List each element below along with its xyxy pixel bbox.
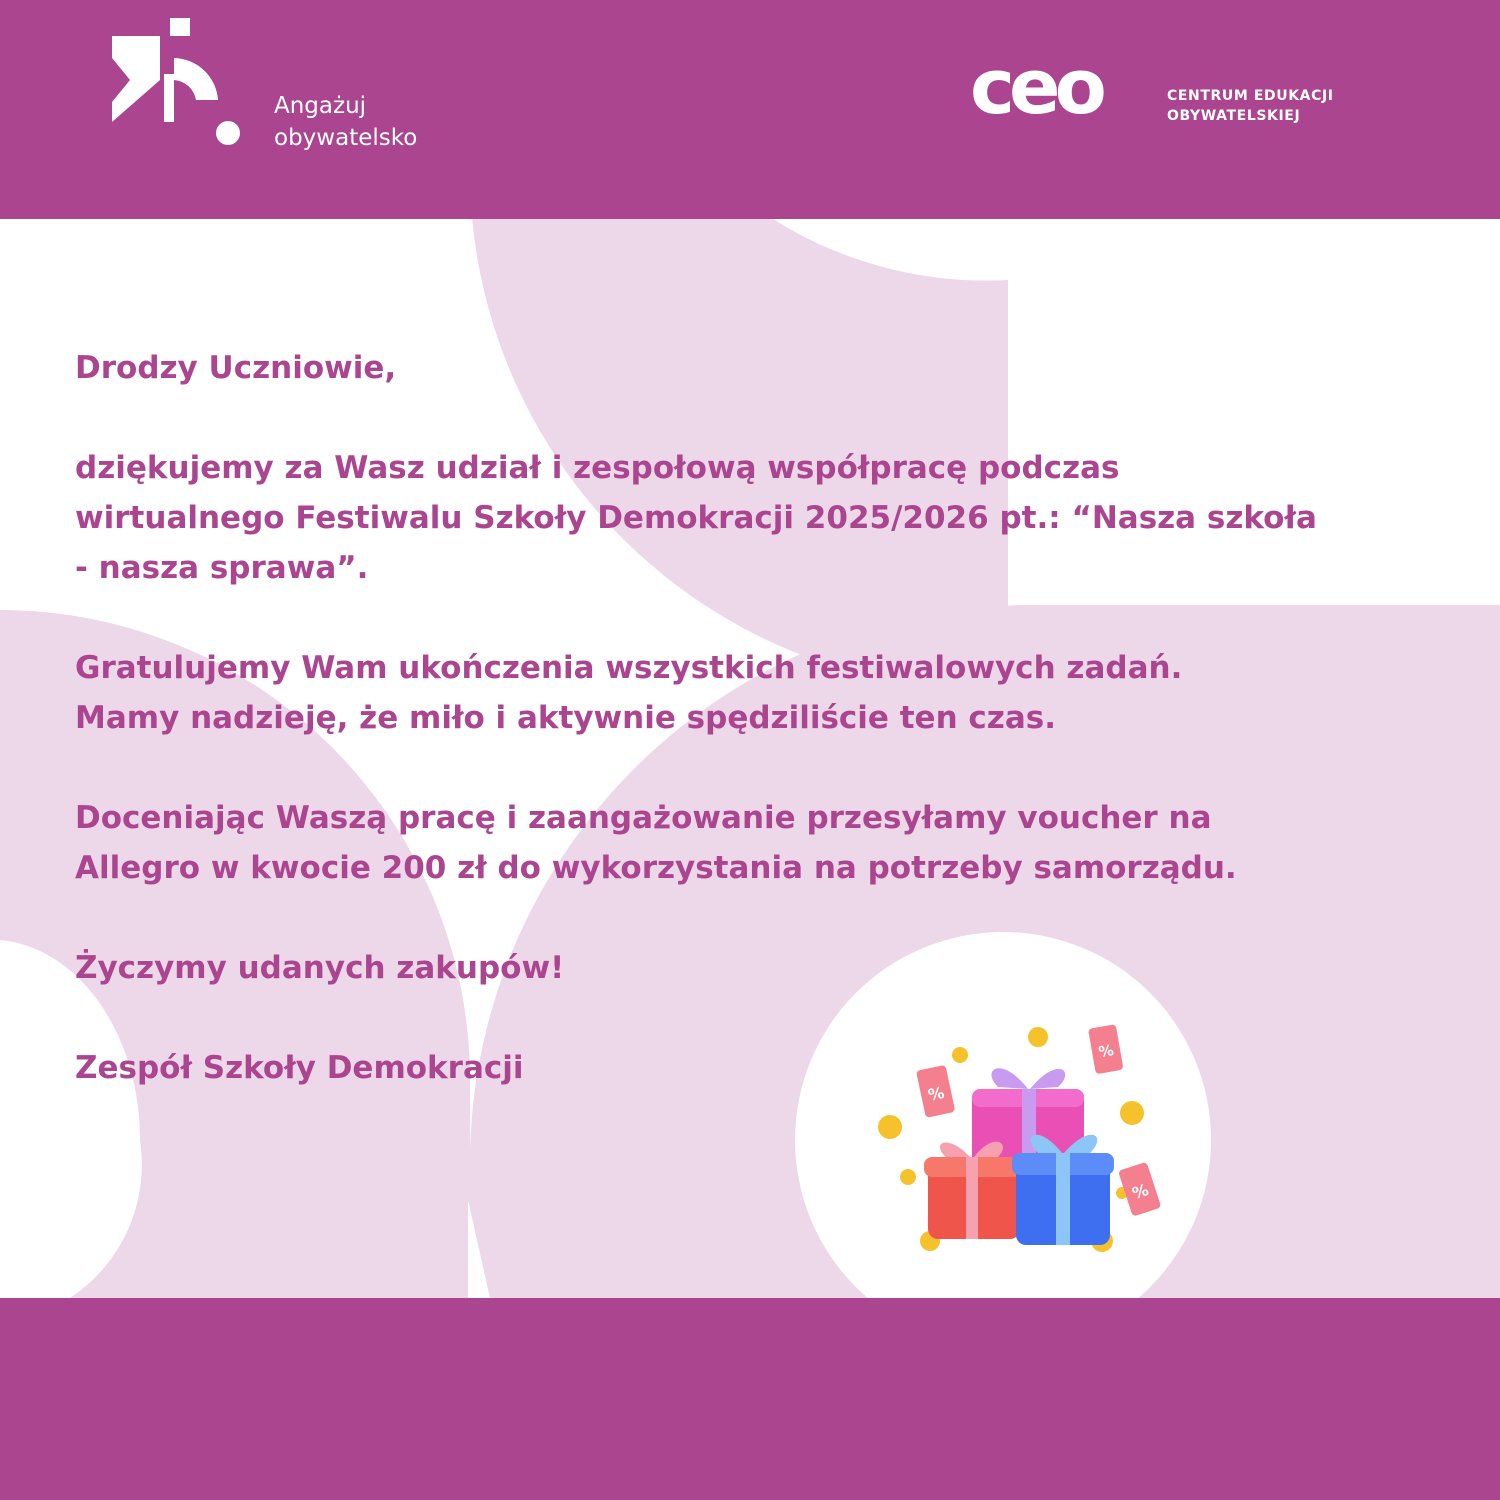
wish	[75, 943, 1475, 993]
paragraph-line: Mamy nadzieję, że miło i aktywnie spędziliście ten czas.	[75, 700, 1056, 736]
angazuj-logo-text	[274, 90, 417, 154]
ceo-logo-text: ceo	[970, 55, 1101, 125]
paragraph-voucher	[75, 793, 1475, 893]
greeting-text: Drodzy Uczniowie,	[75, 350, 397, 386]
wish-text: Życzymy udanych zakupów!	[75, 950, 565, 986]
gift-boxes-icon	[862, 1015, 1182, 1265]
header-bar	[0, 0, 1500, 219]
ceo-logo-caption	[1167, 86, 1334, 126]
paragraph-line: dziękujemy za Wasz udział i zespołową współpracę podczas	[75, 450, 1120, 486]
logo-line-2: obywatelsko	[274, 125, 418, 151]
paragraph-congrats	[75, 643, 1475, 743]
paragraph-line: Doceniając Waszą pracę i zaangażowanie przesyłamy voucher na	[75, 800, 1212, 836]
footer-bar	[0, 1298, 1500, 1500]
logo-line-1: Angażuj	[274, 93, 367, 119]
signature-text: Zespół Szkoły Demokracji	[75, 1050, 524, 1086]
paragraph-line: Gratulujemy Wam ukończenia wszystkich festiwalowych zadań.	[75, 650, 1183, 686]
paragraph-line: Allegro w kwocie 200 zł do wykorzystania na potrzeby samorządu.	[75, 850, 1237, 886]
greeting	[75, 343, 1475, 393]
letter-body	[75, 343, 1475, 1093]
coupon-percent-text: %	[1097, 1041, 1116, 1062]
coupon-percent-text: %	[1129, 1180, 1152, 1204]
ceo-caption-line-2: OBYWATELSKIEJ	[1167, 108, 1301, 124]
coupon-percent-text: %	[926, 1082, 946, 1105]
angazuj-logo-icon	[112, 18, 252, 148]
ceo-logo-icon	[970, 55, 1150, 125]
paragraph-line: wirtualnego Festiwalu Szkoły Demokracji 2025/2026 pt.: “Nasza szkoła	[75, 500, 1317, 536]
ceo-caption-line-1: CENTRUM EDUKACJI	[1167, 88, 1334, 104]
signature	[75, 1043, 1475, 1093]
paragraph-line: - nasza sprawa”.	[75, 550, 369, 586]
paragraph-thanks	[75, 443, 1475, 593]
